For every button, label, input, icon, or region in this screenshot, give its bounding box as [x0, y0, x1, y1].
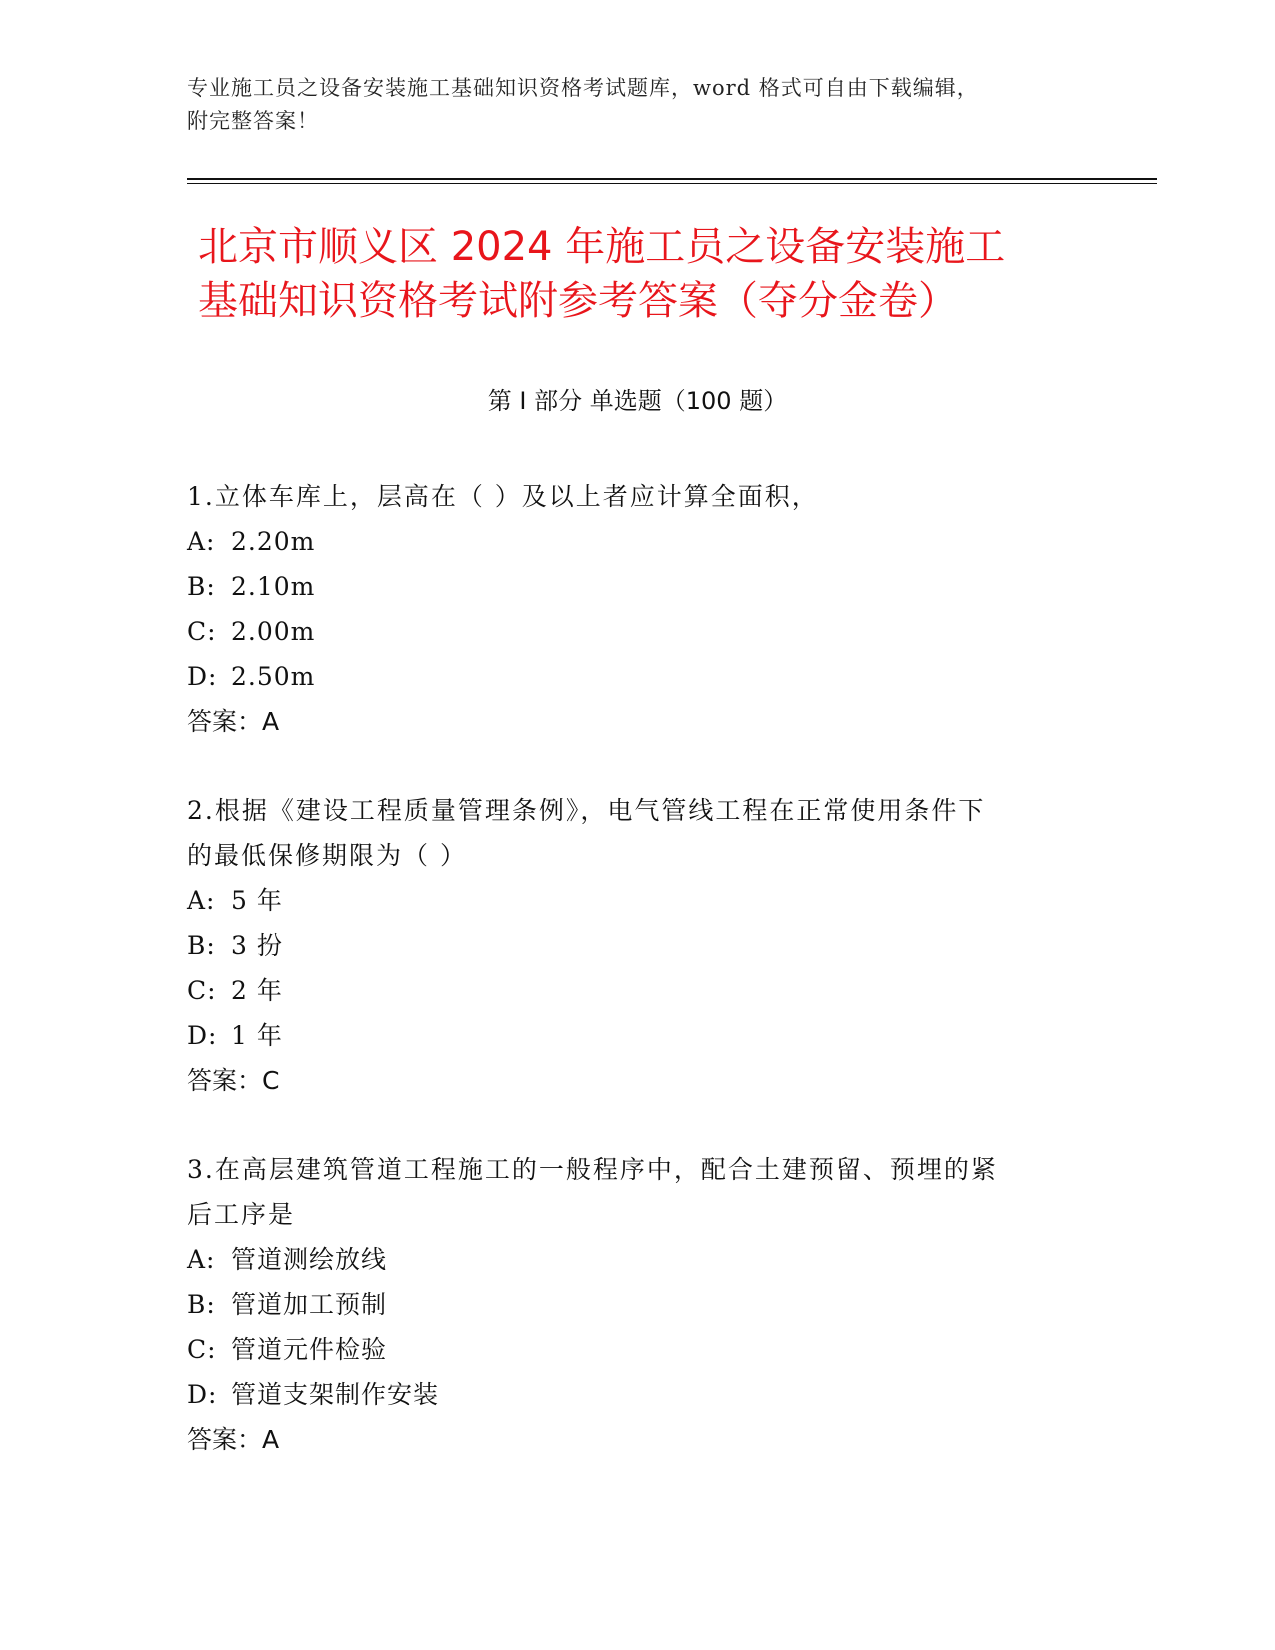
option-letter: B:: [187, 1290, 216, 1319]
question-3: [187, 1147, 1067, 1462]
option-text: 管道支架制作安装: [231, 1380, 440, 1409]
option-text: 2.00m: [231, 617, 316, 646]
option-c: [187, 1327, 1067, 1372]
question-1: [187, 474, 1067, 744]
option-letter: D:: [187, 662, 218, 691]
option-letter: C:: [187, 976, 217, 1005]
answer-line: 答案：C: [187, 1066, 280, 1095]
option-text: 1 年: [231, 1021, 283, 1050]
option-d: [187, 1372, 1067, 1417]
option-b: [187, 1282, 1067, 1327]
question-stem-line: 的最低保修期限为（ ）: [187, 841, 467, 870]
option-letter: A:: [187, 886, 216, 915]
header-divider-thin: [187, 183, 1157, 184]
option-letter: A:: [187, 1245, 216, 1274]
section-heading: 第 I 部分 单选题（100 题）: [487, 387, 788, 415]
option-text: 5 年: [231, 886, 283, 915]
option-letter: A:: [187, 527, 216, 556]
option-a: [187, 519, 1067, 564]
option-letter: C:: [187, 1335, 217, 1364]
option-letter: B:: [187, 931, 216, 960]
option-b: [187, 923, 1067, 968]
question-stem-line: 2.根据《建设工程质量管理条例》，电气管线工程在正常使用条件下: [187, 796, 986, 825]
option-text: 2 年: [231, 976, 283, 1005]
title-line-1: 北京市顺义区 2024 年施工员之设备安装施工: [198, 224, 1006, 270]
option-text: 管道测绘放线: [231, 1245, 388, 1274]
question-stem-line: 1.立体车库上，层高在（ ）及以上者应计算全面积，: [187, 482, 819, 511]
page-header: [187, 72, 1067, 138]
option-a: [187, 878, 1067, 923]
option-a: [187, 1237, 1067, 1282]
option-text: 管道元件检验: [231, 1335, 388, 1364]
option-text: 2.10m: [231, 572, 316, 601]
option-text: 2.20m: [231, 527, 316, 556]
option-text: 3 扮: [231, 931, 283, 960]
option-d: [187, 1013, 1067, 1058]
header-line-1: 专业施工员之设备安装施工基础知识资格考试题库，word 格式可自由下载编辑，: [187, 76, 979, 100]
option-c: [187, 968, 1067, 1013]
header-line-2: 附完整答案！: [187, 109, 319, 133]
option-letter: D:: [187, 1380, 218, 1409]
option-letter: D:: [187, 1021, 218, 1050]
option-d: [187, 654, 1067, 699]
option-b: [187, 564, 1067, 609]
answer-line: 答案：A: [187, 707, 280, 736]
option-c: [187, 609, 1067, 654]
option-text: 管道加工预制: [231, 1290, 388, 1319]
question-stem-line: 3.在高层建筑管道工程施工的一般程序中，配合土建预留、预埋的紧: [187, 1155, 998, 1184]
question-stem-line: 后工序是: [187, 1200, 296, 1229]
title-line-2: 基础知识资格考试附参考答案（夺分金卷）: [198, 278, 958, 324]
option-letter: C:: [187, 617, 217, 646]
question-2: [187, 788, 1067, 1103]
option-letter: B:: [187, 572, 216, 601]
option-text: 2.50m: [231, 662, 316, 691]
header-divider-thick: [187, 178, 1157, 180]
answer-line: 答案：A: [187, 1425, 280, 1454]
document-title: [198, 220, 1098, 328]
